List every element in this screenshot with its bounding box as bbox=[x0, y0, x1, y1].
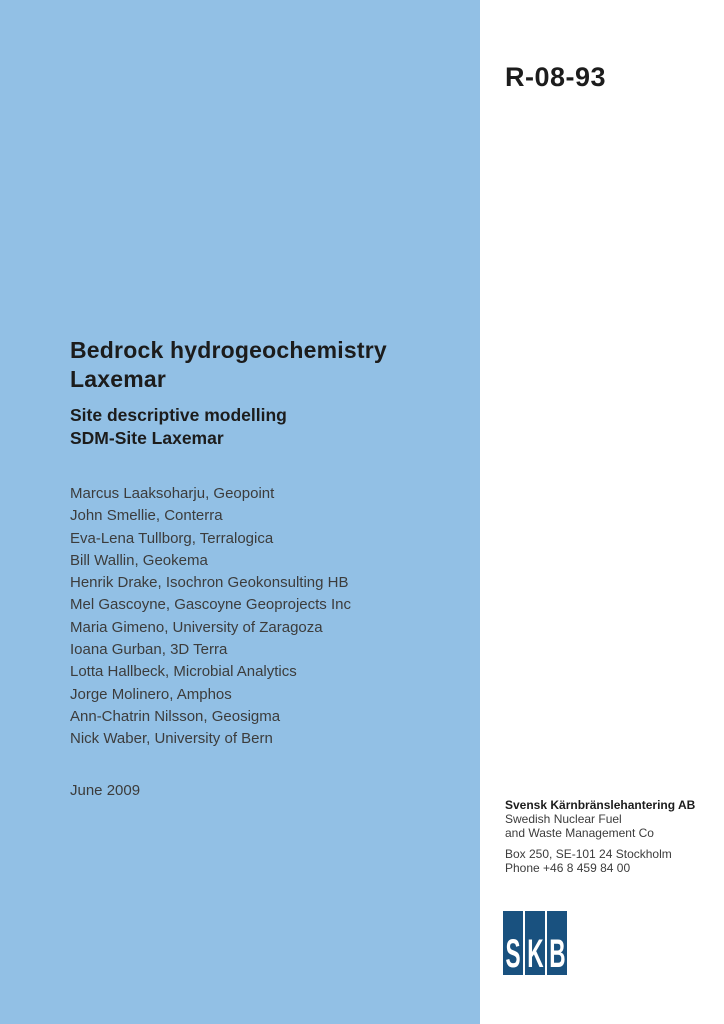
author-line: Nick Waber, University of Bern bbox=[70, 730, 273, 748]
skb-logo-bar bbox=[525, 911, 545, 975]
skb-logo-letter-k: K bbox=[527, 932, 544, 977]
author-line: Eva-Lena Tullborg, Terralogica bbox=[70, 529, 274, 547]
publisher-subname-line-2: and Waste Management Co bbox=[505, 825, 654, 840]
skb-logo bbox=[503, 911, 567, 975]
publisher-subname-line-1: Swedish Nuclear Fuel bbox=[505, 811, 622, 826]
title-block bbox=[70, 336, 387, 450]
publisher-block bbox=[505, 799, 695, 876]
author-line: Marcus Laaksoharju, Geopoint bbox=[70, 485, 275, 502]
author-line: Bill Wallin, Geokema bbox=[70, 551, 208, 569]
author-line: Ioana Gurban, 3D Terra bbox=[70, 641, 228, 659]
author-line: Henrik Drake, Isochron Geokonsulting HB bbox=[70, 574, 349, 592]
publisher-phone: Phone +46 8 459 84 00 bbox=[505, 861, 631, 876]
publisher-address: Box 250, SE-101 24 Stockholm bbox=[505, 847, 672, 862]
report-number: R-08-93 bbox=[505, 62, 607, 92]
skb-logo-letter-s: S bbox=[505, 932, 521, 977]
skb-logo-bar bbox=[547, 911, 567, 975]
subtitle-block bbox=[70, 404, 387, 450]
author-line: Mel Gascoyne, Gascoyne Geoprojects Inc bbox=[70, 596, 351, 614]
report-subtitle-line-2: SDM-Site Laxemar bbox=[70, 428, 224, 448]
authors-list bbox=[70, 483, 351, 751]
skb-logo-letter-b: B bbox=[549, 932, 566, 977]
publisher-name: Svensk Kärnbränslehantering AB bbox=[505, 798, 696, 812]
author-line: Jorge Molinero, Amphos bbox=[70, 685, 232, 703]
report-title-line-1: Bedrock hydrogeochemistry bbox=[70, 337, 387, 363]
skb-logo-bar bbox=[503, 911, 523, 975]
author-line: Lotta Hallbeck, Microbial Analytics bbox=[70, 663, 297, 681]
report-subtitle-line-1: Site descriptive modelling bbox=[70, 405, 287, 425]
publication-date: June 2009 bbox=[70, 782, 141, 799]
author-line: Maria Gimeno, University of Zaragoza bbox=[70, 618, 323, 636]
author-line: John Smellie, Conterra bbox=[70, 507, 223, 525]
report-title-line-2: Laxemar bbox=[70, 366, 167, 392]
author-line: Ann-Chatrin Nilsson, Geosigma bbox=[70, 707, 281, 725]
